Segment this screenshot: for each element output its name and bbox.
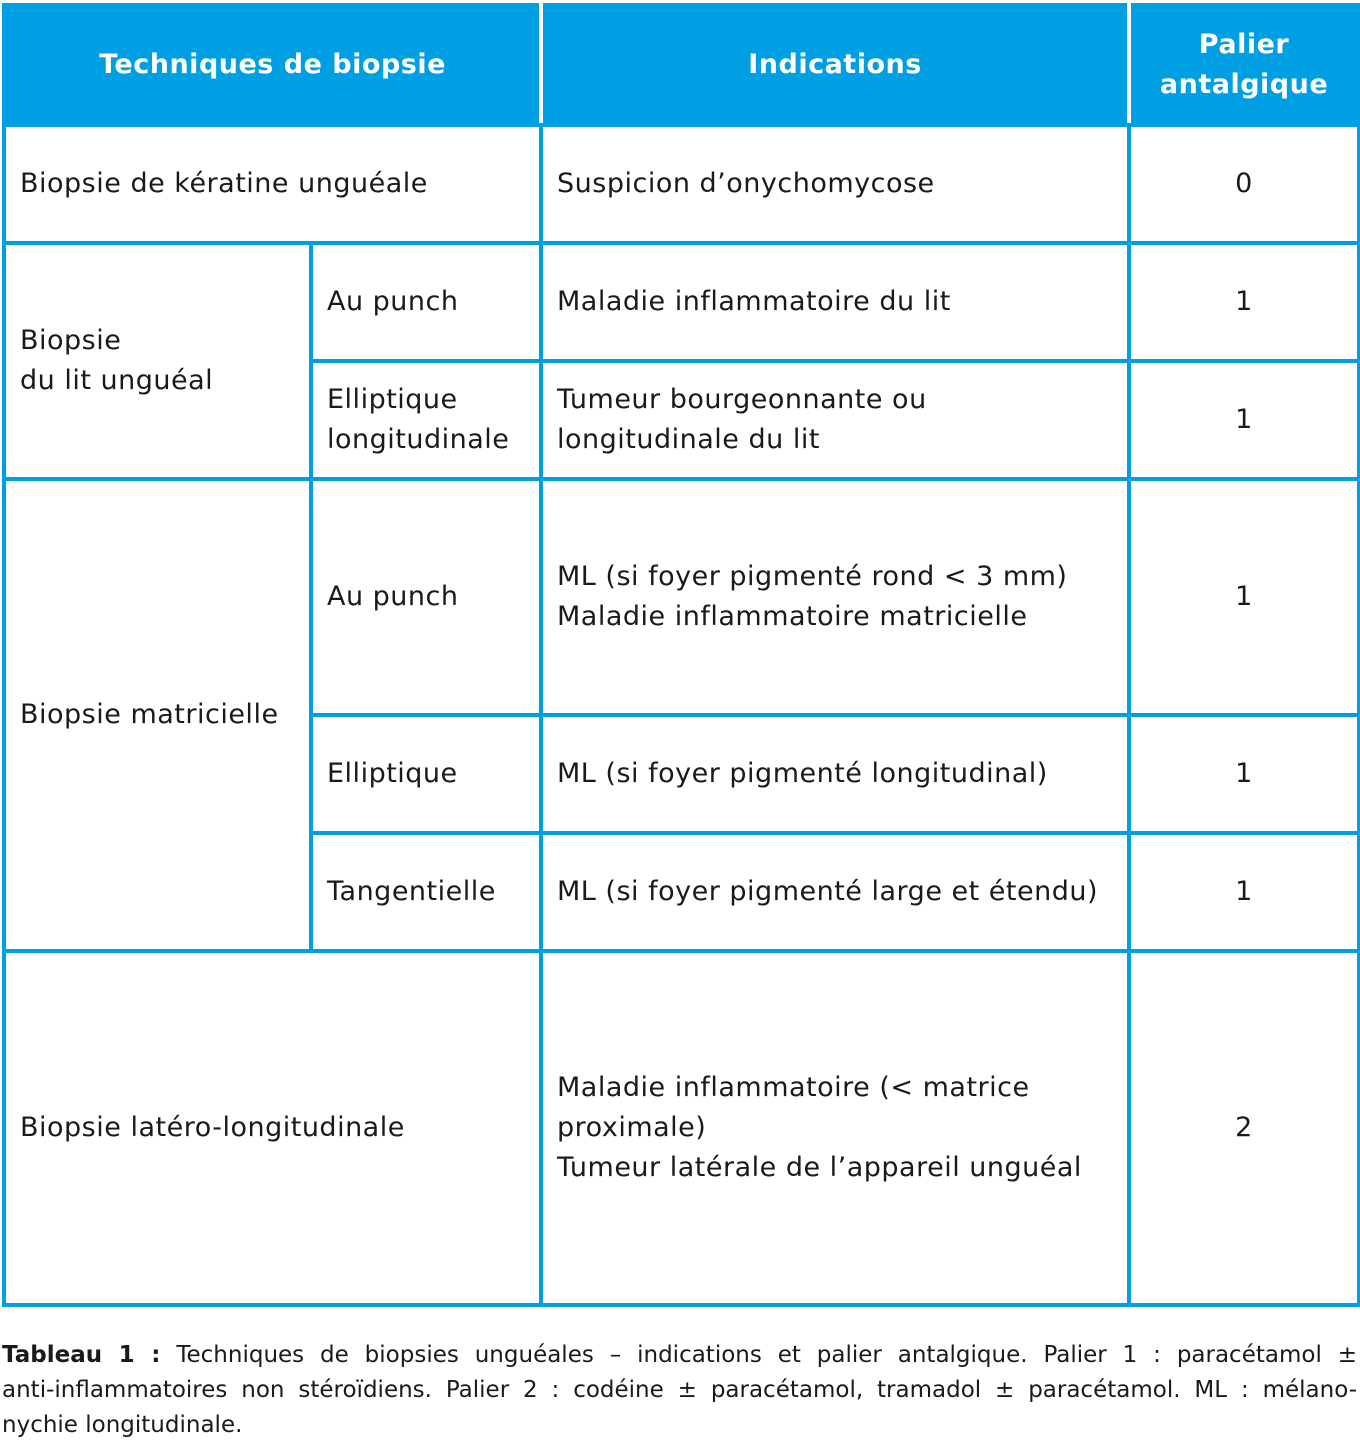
table-row [4,243,1359,361]
indication-lit-punch: Maladie inflammatoire du lit [541,243,1129,361]
table-header-row [4,5,1359,125]
palier-lit-elliptique: 1 [1129,361,1359,479]
caption-line3: nychie longitudinale. [2,1412,243,1438]
subtechnique-matricielle-elliptique: Elliptique [311,715,541,833]
indication-keratine: Suspicion d’onychomycose [541,125,1129,243]
palier-keratine: 0 [1129,125,1359,243]
subtechnique-lit-punch: Au punch [311,243,541,361]
technique-lit-ungueal [4,243,311,479]
palier-matricielle-tangentielle: 1 [1129,833,1359,951]
indication-matricielle-punch-line1: ML (si foyer pigmenté rond < 3 mm) [557,561,1068,592]
indication-matricielle-tangentielle: ML (si foyer pigmenté large et étendu) [541,833,1129,951]
subtechnique-lit-elliptique-line1: Elliptique [327,384,458,415]
caption-line2: anti-inflammatoires non stéroïdiens. Palier 2 : codéine ± paracétamol, tramadol ± paracétamol. ML : mélano- [2,1377,1357,1403]
header-palier-line1: Palier [1198,29,1290,60]
subtechnique-lit-elliptique-line2: longitudinale [327,424,510,455]
indication-matricielle-punch-line2: Maladie inflammatoire matricielle [557,601,1028,632]
subtechnique-lit-elliptique [311,361,541,479]
indication-matricielle-elliptique: ML (si foyer pigmenté longitudinal) [541,715,1129,833]
indication-matricielle-punch [541,479,1129,715]
caption-line1 [2,1338,1357,1373]
technique-latero-longitudinale: Biopsie latéro-longitudinale [4,951,541,1305]
header-palier-line2: antalgique [1159,69,1329,100]
caption-line1-text: Techniques de biopsies unguéales – indications et palier antalgique. Palier 1 : paracétamol ± [176,1342,1357,1368]
indication-lit-elliptique-line1: Tumeur bourgeonnante ou [557,384,927,415]
subtechnique-matricielle-tangentielle: Tangentielle [311,833,541,951]
header-palier [1129,5,1359,125]
palier-matricielle-elliptique: 1 [1129,715,1359,833]
table-caption [2,1338,1357,1443]
palier-latero: 2 [1129,951,1359,1305]
indication-latero-line2: proximale) [557,1112,707,1143]
caption-label: Tableau 1 : [2,1342,161,1368]
indication-latero [541,951,1129,1305]
indication-latero-line1: Maladie inflammatoire (< matrice [557,1072,1030,1103]
table-row [4,479,1359,715]
table-row [4,125,1359,243]
indication-lit-elliptique [541,361,1129,479]
palier-lit-punch: 1 [1129,243,1359,361]
indication-latero-line3: Tumeur latérale de l’appareil unguéal [557,1152,1082,1183]
header-techniques: Techniques de biopsie [4,5,541,125]
indication-lit-elliptique-line2: longitudinale du lit [557,424,820,455]
technique-matricielle: Biopsie matricielle [4,479,311,951]
table-row [4,951,1359,1305]
technique-lit-line1: Biopsie [20,325,122,356]
technique-keratine: Biopsie de kératine unguéale [4,125,541,243]
palier-matricielle-punch: 1 [1129,479,1359,715]
subtechnique-matricielle-punch: Au punch [311,479,541,715]
biopsy-techniques-table [2,3,1360,1307]
technique-lit-line2: du lit unguéal [20,365,214,396]
header-indications: Indications [541,5,1129,125]
